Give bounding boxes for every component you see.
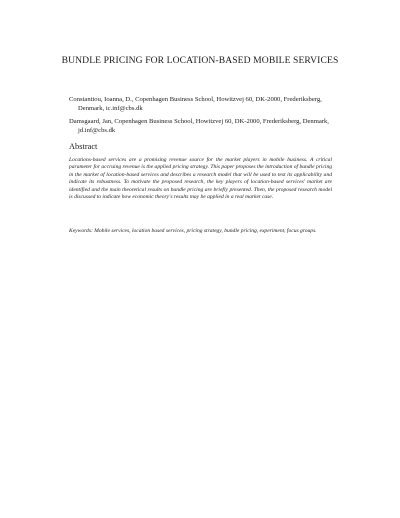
abstract-heading: Abstract: [69, 142, 98, 151]
author-entry: Damsgaard, Jan, Copenhagen Business School, Howitzvej 60, DK-2000, Frederiksberg, Denmark, jd.inf@cbs.dk: [69, 118, 329, 134]
author-entry: Constantiou, Ioanna, D., Copenhagen Business School, Howitzvej 60, DK-2000, Frederiksberg, Denmark, ic.inf@cbs.dk: [69, 96, 322, 112]
author-list: [69, 96, 349, 140]
abstract-text: Locations-based services are a promising revenue source for the market players in mobile business. A critical parameter for accruing revenue is the applied pricing strategy. This paper proposes the introduction of bundle pricing in the market of location-based services and describes a research model that will be used to test its applicability and indicate its robustness. To motivate the proposed research, the key players of location-based services' market are identified and the main theoretical results on bundle pricing are briefly presented. Then, the proposed research model is discussed to indicate how economic theory's results may be applied in a real market case.: [69, 157, 332, 201]
paper-title: BUNDLE PRICING FOR LOCATION-BASED MOBILE SERVICES: [61, 55, 339, 66]
keywords-text: Keywords: Mobile services, location based services, pricing strategy, bundle pricing, experiment, focus groups.: [69, 228, 317, 234]
